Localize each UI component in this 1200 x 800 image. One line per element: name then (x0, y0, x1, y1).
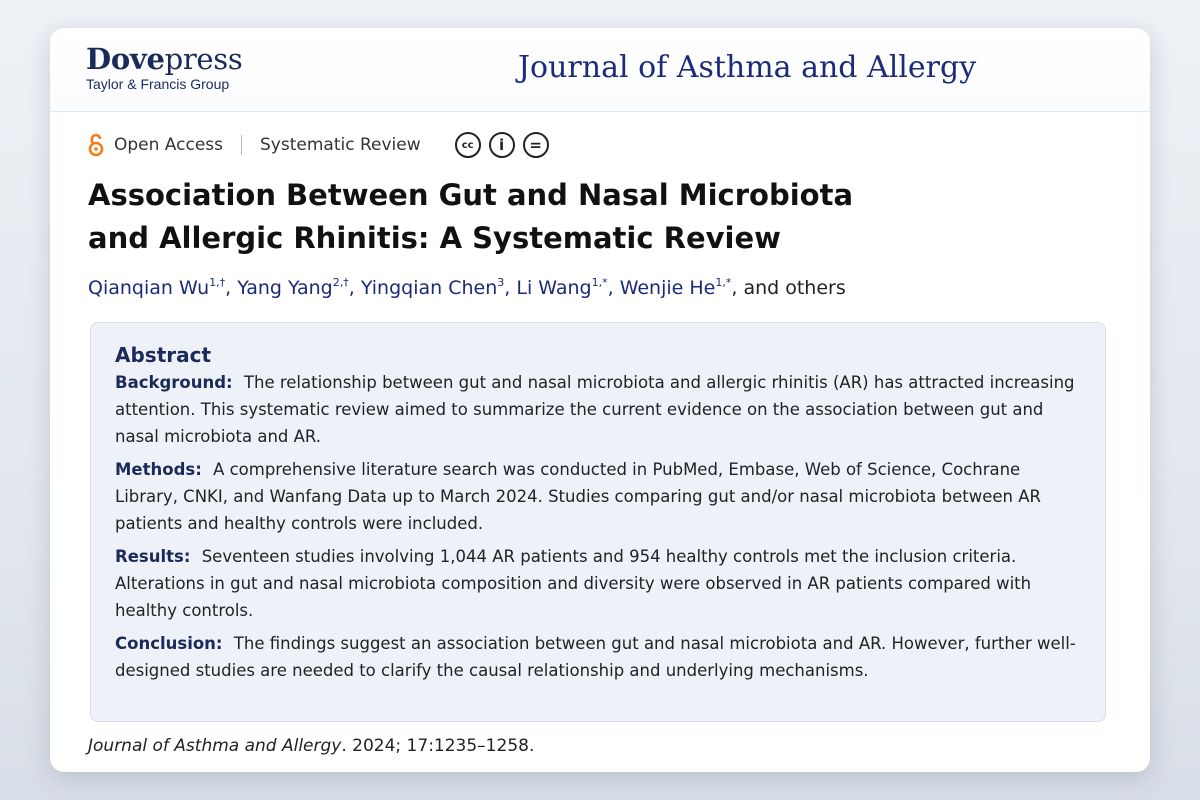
publisher-name: Dovepress (86, 42, 243, 76)
abstract-methods: Methods: A comprehensive literature search was conducted in PubMed, Embase, Web of Science, Cochrane Library, CNKI, and Wanfang Data up to March 2024. Studies comparing gut and/or nasal microbiota between AR patients and healthy controls were included. (115, 460, 1041, 533)
authors-rest: , and others (731, 277, 846, 299)
abstract-heading: Abstract (115, 343, 212, 367)
article-card (50, 28, 1150, 772)
no-derivatives-icon: = (523, 132, 549, 158)
article-type: Systematic Review (260, 135, 421, 155)
author-list: Qianqian $Wu^{1,\dagger}$, Yang Yang$^{2,\dagger}$, Yingqian Chen$^3$, Li Wang$^{1,*}$, Wenjie $He^{1,*}$, and others (88, 276, 846, 299)
author-link[interactable]: Li Wang$^{1,*}$ (516, 276, 608, 299)
publisher-logo[interactable] (86, 42, 242, 92)
author-link[interactable]: Qianqian $Wu^{1,\dagger}$ (88, 276, 226, 299)
open-access-label: Open Access (114, 135, 224, 155)
citation-details: . 2024; 17:1235–1258. (341, 736, 535, 756)
article-title: Association Between Gut and Nasal Microbiota and Allergic Rhinitis: A Systematic Review (88, 178, 854, 255)
author-link[interactable]: Yang Yang$^{2,\dagger}$ (237, 276, 349, 299)
abstract-results: Results: Seventeen studies involving 1,044 AR patients and 954 healthy controls met the inclusion criteria. Alterations in gut and nasal microbiota composition and diversity were observed in AR patients compared with healthy controls. (115, 547, 1032, 620)
abstract-box (90, 322, 1106, 722)
abstract-background: Background: The relationship between gut and nasal microbiota and allergic rhinitis (AR) has attracted increasing attention. This systematic review aimed to summarize the current evidence on the association between gut and nasal microbiota and AR. (115, 373, 1075, 446)
author-link[interactable]: Wenjie $He^{1,*}$ (619, 276, 732, 299)
author-link[interactable]: Yingqian Chen$^3$ (360, 276, 505, 299)
citation (88, 736, 534, 756)
publisher-group: Taylor & Francis Group (86, 76, 230, 92)
citation-journal: Journal of Asthma and Allergy (88, 736, 342, 756)
journal-title[interactable]: Journal of Asthma and Allergy (518, 50, 977, 85)
article-meta (86, 130, 549, 160)
creative-commons-icon: cc (455, 132, 481, 158)
license-icons[interactable] (455, 132, 549, 158)
abstract-conclusion: Conclusion: The findings suggest an association between gut and nasal microbiota and AR. However, further well-designed studies are needed to clarify the causal relationship and underlying mechanisms. (115, 634, 1076, 680)
attribution-icon: i (489, 132, 515, 158)
open-access-icon (86, 133, 106, 157)
divider (241, 135, 242, 155)
journal-header (50, 28, 1150, 112)
